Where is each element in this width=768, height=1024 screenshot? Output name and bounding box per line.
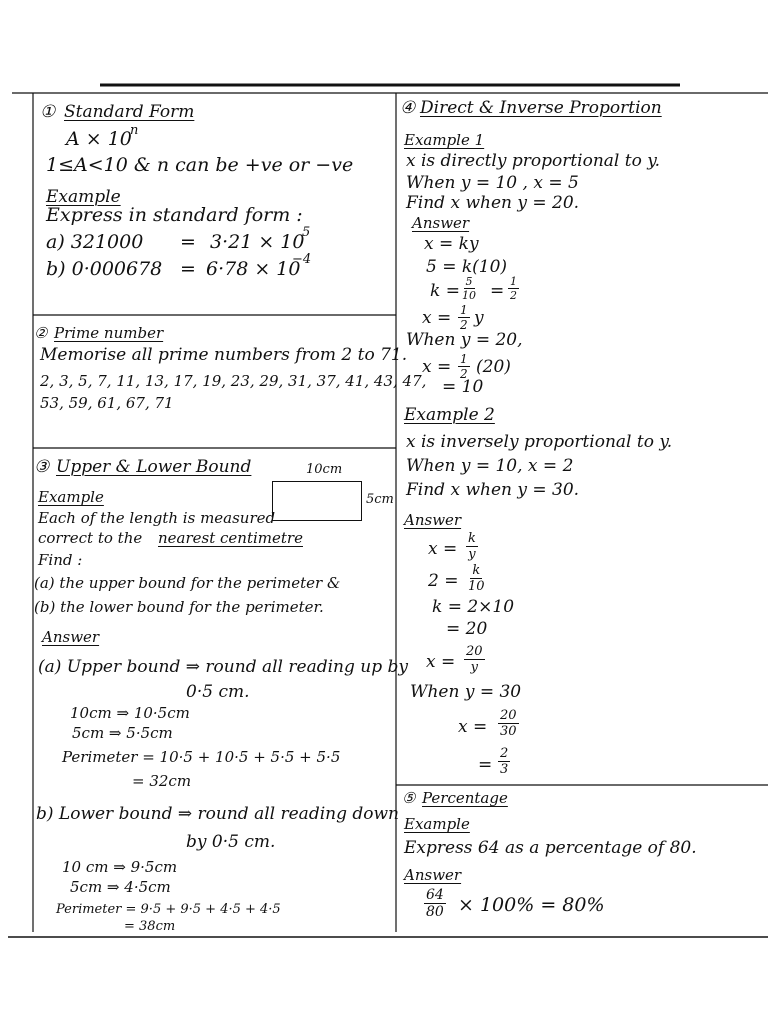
answer-2-label: Answer xyxy=(404,511,462,529)
lower-bound-length: 10 cm ⇒ 9·5cm xyxy=(62,858,178,876)
section-title: Direct & Inverse Proportion xyxy=(420,98,662,118)
percentage-fraction: $\frac{64}{80}$ xyxy=(426,887,444,920)
answer-2-fraction-k-over-y: $\frac{k}{y}$ xyxy=(468,531,476,562)
answer-1-step-3-equals: = xyxy=(490,281,505,301)
example-label: Example xyxy=(38,488,104,506)
answer-2-step-5-prefix: x = xyxy=(426,652,456,672)
section-number: ④ xyxy=(400,98,416,118)
answer-2-fraction-20-over-30: $\frac{20}{30}$ xyxy=(500,708,517,739)
prime-list-line-2: 53, 59, 61, 67, 71 xyxy=(40,394,174,412)
example-1-line-3: Find x when y = 20. xyxy=(406,193,580,213)
answer-2-step-1-prefix: x = xyxy=(428,539,458,559)
upper-bound-result: = 32cm xyxy=(132,772,192,790)
percentage-result: × 100% = 80% xyxy=(458,894,605,916)
section-number: ① xyxy=(40,102,56,122)
answer-1-step-6-prefix: x = xyxy=(422,357,452,377)
lower-bound-result: = 38cm xyxy=(124,919,176,934)
example-a-exponent: 5 xyxy=(302,225,311,240)
question-nearest-centimetre: nearest centimetre xyxy=(158,529,303,547)
example-2-line-3: Find x when y = 30. xyxy=(406,480,580,500)
answer-1-fraction-half: $\frac{1}{2}$ xyxy=(460,303,468,332)
example-2-line-1: x is inversely proportional to y. xyxy=(406,432,673,452)
answer-1-fraction-5-over-10: $\frac{5}{10}$ xyxy=(462,275,476,302)
example-b-equals: = xyxy=(180,258,196,280)
lower-bound-rule: b) Lower bound ⇒ round all reading down xyxy=(36,804,399,824)
upper-bound-perimeter: Perimeter = 10·5 + 10·5 + 5·5 + 5·5 xyxy=(62,748,341,766)
example-a-base: 3·21 × 10 xyxy=(210,231,305,253)
answer-1-step-1: x = ky xyxy=(424,234,479,254)
instruction-text: Express in standard form : xyxy=(46,204,303,226)
answer-1-step-4-variable: y xyxy=(474,308,484,328)
rectangle-height-label: 5cm xyxy=(366,492,394,507)
upper-bound-rule-value: 0·5 cm. xyxy=(186,682,250,702)
section-title: Prime number xyxy=(54,324,164,342)
example-2-label: Example 2 xyxy=(404,405,495,425)
answer-2-step-7-prefix: x = xyxy=(458,717,488,737)
answer-label: Answer xyxy=(404,866,462,884)
answer-2-step-3: k = 2×10 xyxy=(432,597,515,617)
answer-1-step-3-prefix: k = xyxy=(430,281,460,301)
upper-bound-width: 5cm ⇒ 5·5cm xyxy=(72,724,173,742)
section-title: Percentage xyxy=(422,789,508,807)
question-line-1: Each of the length is measured xyxy=(38,509,276,527)
answer-1-result: = 10 xyxy=(442,377,484,397)
example-label: Example xyxy=(404,815,470,833)
answer-1-label: Answer xyxy=(412,214,470,232)
answer-2-step-6: When y = 30 xyxy=(410,682,522,702)
answer-1-fraction-half-2: $\frac{1}{2}$ xyxy=(460,352,468,381)
section-title: Upper & Lower Bound xyxy=(56,457,252,477)
answer-2-step-4: = 20 xyxy=(446,619,488,639)
answer-label: Answer xyxy=(42,628,100,646)
example-label: Example xyxy=(46,187,121,207)
question-text: Express 64 as a percentage of 80. xyxy=(404,838,697,858)
example-a-equals: = xyxy=(180,231,196,253)
find-label: Find : xyxy=(38,551,83,569)
answer-2-step-2-prefix: 2 = xyxy=(428,571,459,591)
lower-bound-perimeter: Perimeter = 9·5 + 9·5 + 4·5 + 4·5 xyxy=(56,902,281,917)
rectangle-diagram xyxy=(272,481,362,521)
example-1-line-2: When y = 10 , x = 5 xyxy=(406,173,579,193)
lower-bound-rule-value: by 0·5 cm. xyxy=(186,832,276,852)
answer-1-step-4-prefix: x = xyxy=(422,308,452,328)
formula-exponent: n xyxy=(130,123,139,138)
prime-list-line-1: 2, 3, 5, 7, 11, 13, 17, 19, 23, 29, 31, 37, 41, 43, 47, xyxy=(40,372,427,390)
question-line-2: correct to the xyxy=(38,529,143,547)
section-number: ⑤ xyxy=(402,789,416,807)
example-b-base: 6·78 × 10 xyxy=(206,258,301,280)
answer-2-fraction-20-over-y: $\frac{20}{y}$ xyxy=(466,644,483,675)
lower-bound-width: 5cm ⇒ 4·5cm xyxy=(70,878,171,896)
answer-2-step-8-prefix: = xyxy=(478,755,493,775)
formula-base: A × 10 xyxy=(66,128,132,150)
answer-1-fraction-1-over-2: $\frac{1}{2}$ xyxy=(510,275,517,302)
condition-text: 1≤A<10 & n can be +ve or −ve xyxy=(46,154,354,176)
upper-bound-length: 10cm ⇒ 10·5cm xyxy=(70,704,190,722)
upper-bound-rule: (a) Upper bound ⇒ round all reading up by xyxy=(38,657,408,677)
question-b: (b) the lower bound for the perimeter. xyxy=(34,598,324,616)
answer-2-fraction-2-over-3: $\frac{2}{3}$ xyxy=(500,746,509,777)
example-1-label: Example 1 xyxy=(404,131,485,149)
example-1-line-1: x is directly proportional to y. xyxy=(406,151,660,171)
section-number: ③ xyxy=(34,457,50,477)
prime-instruction: Memorise all prime numbers from 2 to 71. xyxy=(40,345,408,365)
answer-1-step-6-value: (20) xyxy=(476,357,511,377)
example-b-exponent: −4 xyxy=(292,252,312,267)
example-a-question: a) 321000 xyxy=(46,231,144,253)
answer-2-fraction-k-over-10: $\frac{k}{10}$ xyxy=(468,563,485,594)
section-title: Standard Form xyxy=(64,102,195,122)
question-a: (a) the upper bound for the perimeter & xyxy=(34,574,341,592)
answer-1-step-2: 5 = k(10) xyxy=(426,257,508,277)
example-b-question: b) 0·000678 xyxy=(46,258,163,280)
section-number: ② xyxy=(34,324,48,342)
rectangle-width-label: 10cm xyxy=(306,462,343,477)
example-2-line-2: When y = 10, x = 2 xyxy=(406,456,574,476)
answer-1-step-5: When y = 20, xyxy=(406,330,523,350)
